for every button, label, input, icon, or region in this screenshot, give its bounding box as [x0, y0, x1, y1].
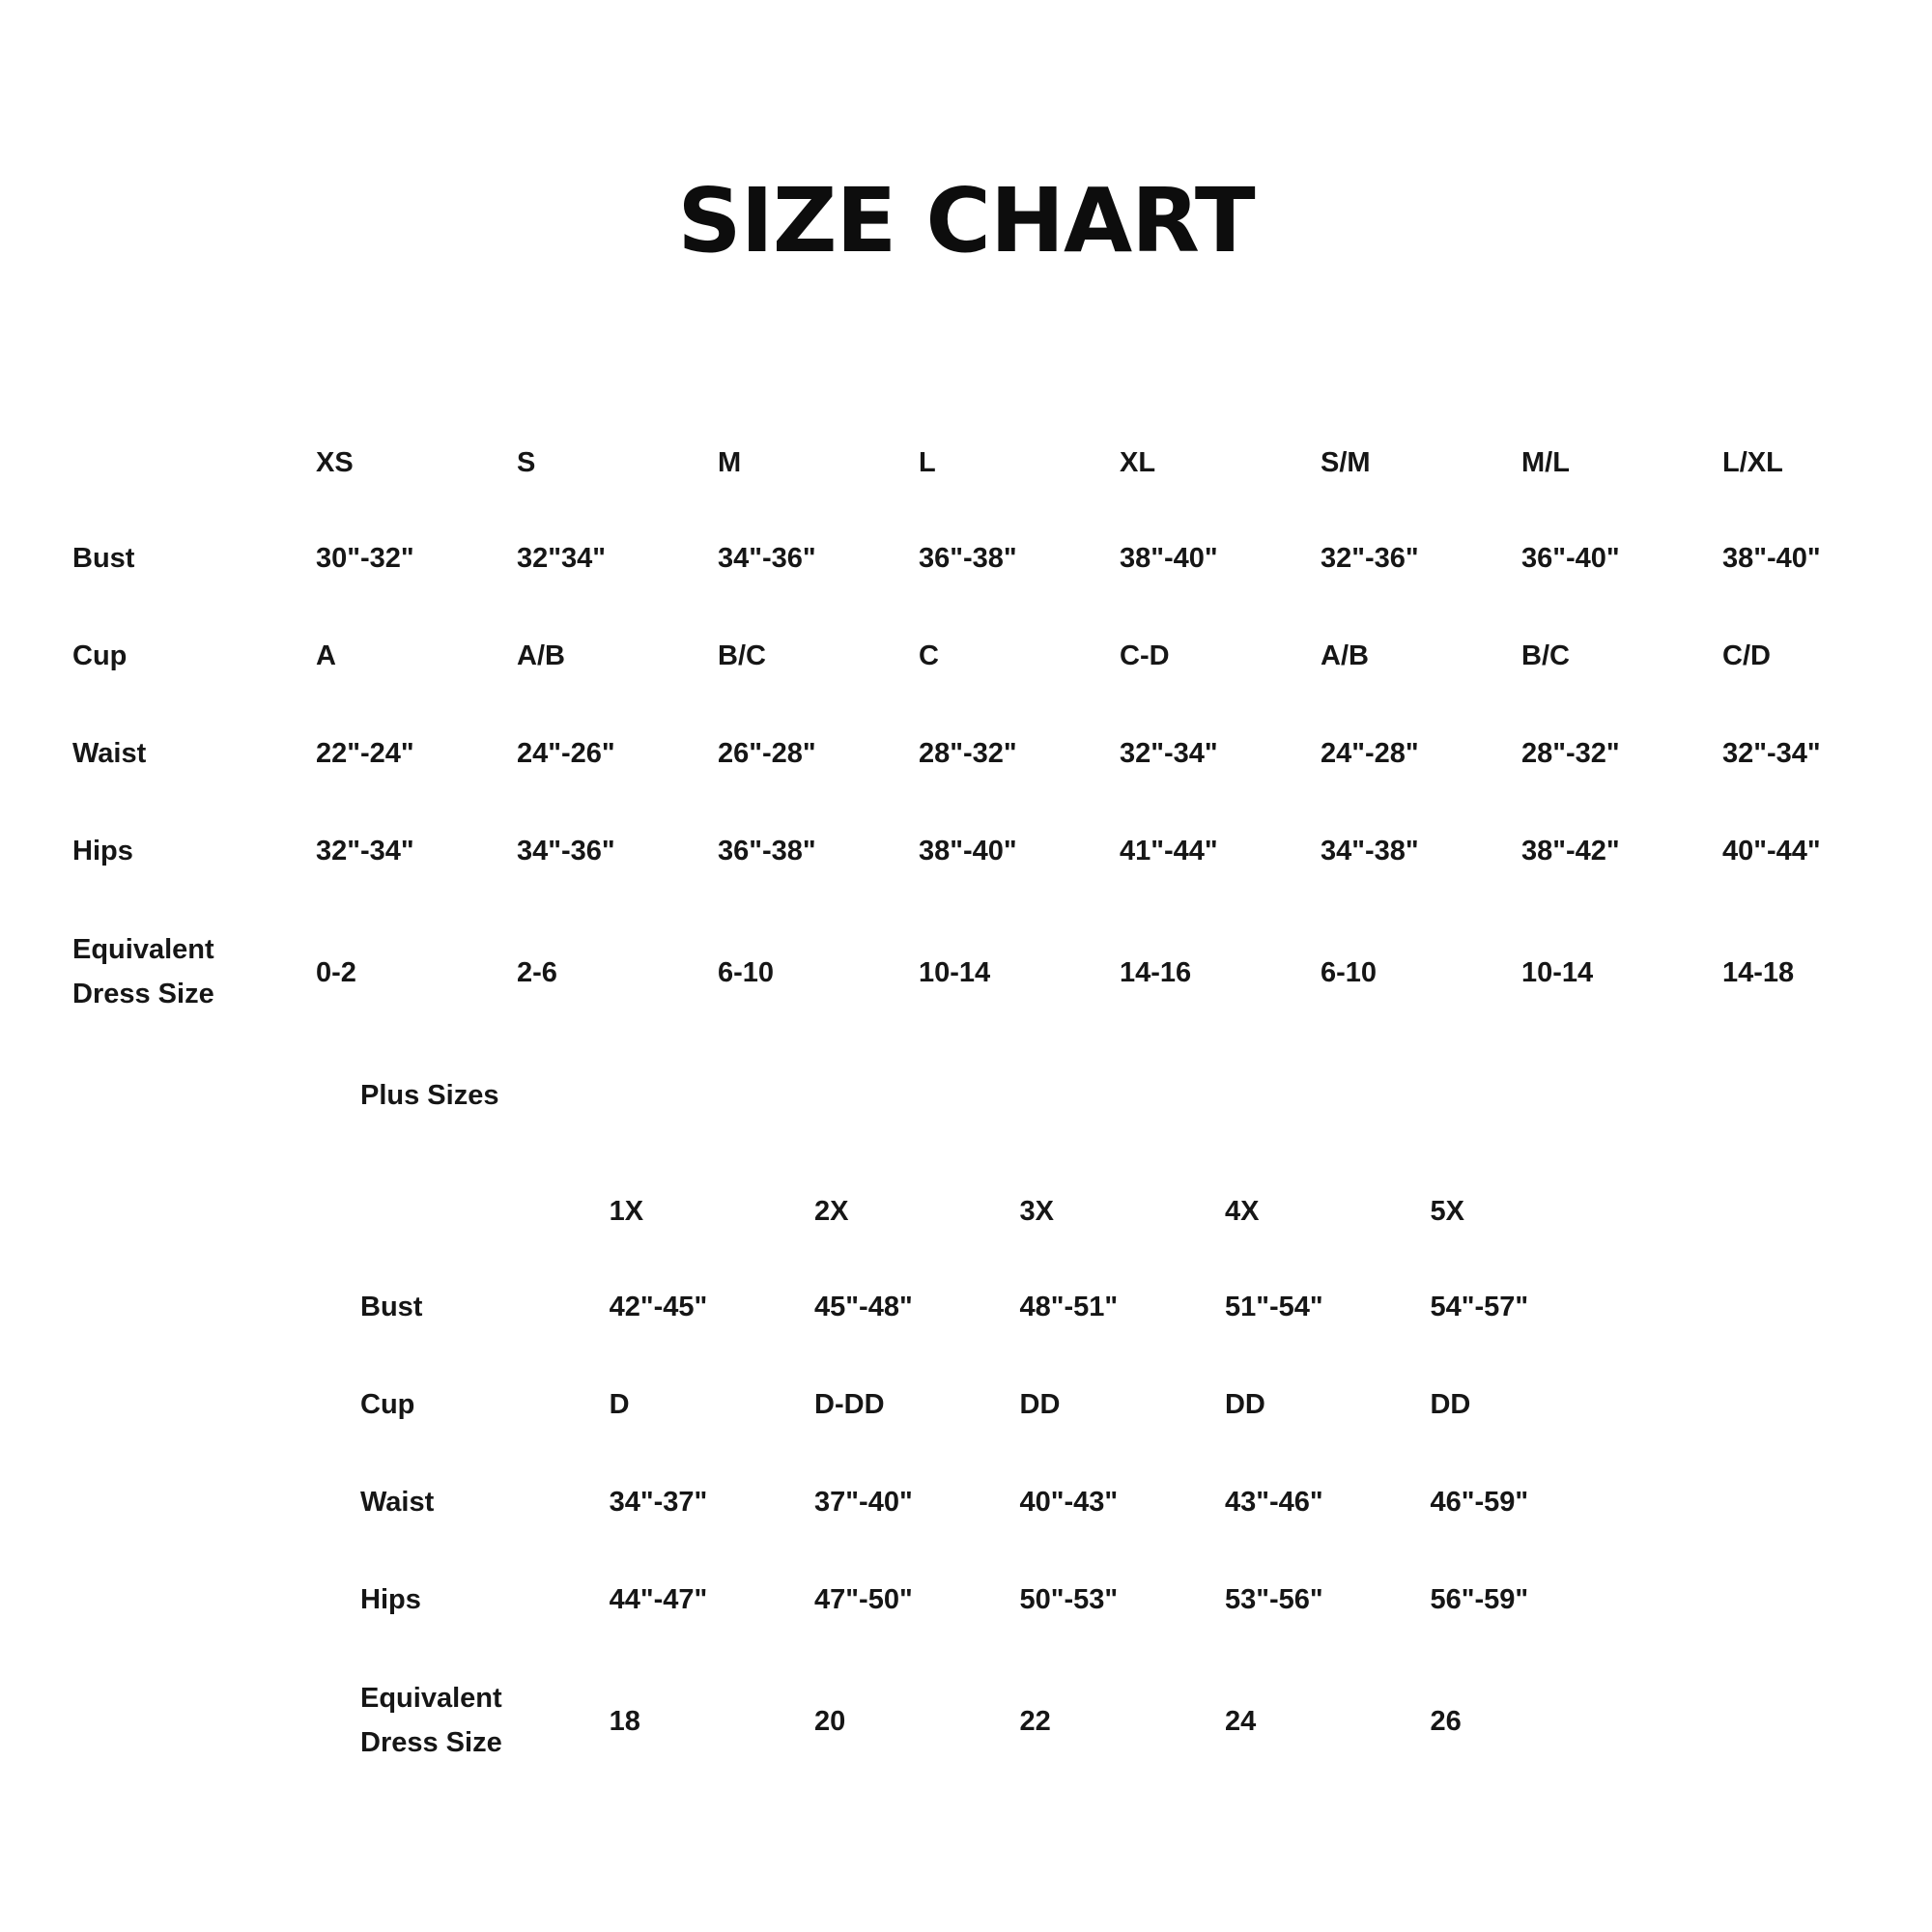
cell-dresssize-xl: 14-16 [1120, 956, 1192, 988]
cell-cup-s: A/B [517, 640, 565, 671]
cell-cup-m: B/C [718, 640, 766, 671]
cell-cup-l: C [919, 640, 939, 671]
plus-row-label-bust: Bust [360, 1292, 423, 1322]
cell-waist-xs: 22"-24" [316, 738, 414, 769]
plus-row-label-hips: Hips [360, 1584, 421, 1615]
row-label-hips: Hips [72, 836, 133, 867]
cell-dresssize-l: 10-14 [919, 956, 991, 988]
cell-bust-lxl: 38"-40" [1722, 543, 1821, 574]
page-title: SIZE CHART [677, 169, 1255, 272]
plus-cell-hips-5x: 56"-59" [1430, 1584, 1529, 1615]
row-label-cup: Cup [72, 640, 128, 671]
plus-column-header-4x: 4X [1224, 1195, 1260, 1227]
cell-hips-sm: 34"-38" [1321, 836, 1419, 867]
plus-column-header-5x: 5X [1430, 1195, 1464, 1227]
plus-cell-bust-2x: 45"-48" [814, 1292, 913, 1322]
table-row [360, 1649, 1635, 1794]
plus-cell-waist-3x: 40"-43" [1019, 1487, 1119, 1518]
column-header-ml: M/L [1521, 446, 1570, 478]
table-row [360, 1454, 1635, 1551]
cell-waist-l: 28"-32" [919, 738, 1017, 769]
table-row [72, 900, 1923, 1045]
plus-cell-hips-3x: 50"-53" [1019, 1584, 1119, 1615]
plus-cell-cup-4x: DD [1224, 1389, 1265, 1420]
plus-cell-waist-2x: 37"-40" [814, 1487, 913, 1518]
cell-cup-ml: B/C [1521, 640, 1570, 671]
column-header-xs: XS [316, 446, 354, 478]
plus-cell-cup-5x: DD [1430, 1389, 1471, 1420]
cell-cup-xs: A [316, 640, 336, 671]
column-header-sm: S/M [1321, 446, 1371, 478]
cell-hips-xl: 41"-44" [1120, 836, 1218, 867]
column-header-xl: XL [1120, 446, 1156, 478]
table-header-row [72, 415, 1923, 510]
plus-cell-cup-1x: D [609, 1389, 630, 1420]
plus-sizes-heading: Plus Sizes [360, 1080, 499, 1111]
plus-row-label-cup: Cup [360, 1389, 415, 1420]
column-header-l: L [919, 446, 936, 478]
table-row [360, 1551, 1635, 1649]
cell-hips-xs: 32"-34" [316, 836, 414, 867]
row-label-bust: Bust [72, 543, 135, 574]
cell-hips-s: 34"-36" [517, 836, 615, 867]
table-row [72, 803, 1923, 900]
plus-row-label-equivalent-dress-size [360, 1649, 610, 1794]
cell-bust-l: 36"-38" [919, 543, 1017, 574]
cell-hips-lxl: 40"-44" [1722, 836, 1821, 867]
plus-cell-bust-5x: 54"-57" [1430, 1292, 1529, 1322]
cell-cup-sm: A/B [1321, 640, 1369, 671]
plus-cell-bust-4x: 51"-54" [1224, 1292, 1323, 1322]
plus-table-header-row [360, 1164, 1635, 1259]
plus-cell-waist-5x: 46"-59" [1430, 1487, 1529, 1518]
cell-waist-ml: 28"-32" [1521, 738, 1620, 769]
plus-cell-bust-1x: 42"-45" [609, 1292, 708, 1322]
plus-cell-hips-2x: 47"-50" [814, 1584, 913, 1615]
table-row [360, 1356, 1635, 1454]
cell-waist-s: 24"-26" [517, 738, 615, 769]
row-label-line-1: Equivalent [72, 934, 214, 966]
plus-cell-dresssize-3x: 22 [1019, 1705, 1051, 1737]
cell-hips-l: 38"-40" [919, 836, 1017, 867]
plus-column-header-2x: 2X [814, 1195, 849, 1227]
cell-bust-m: 34"-36" [718, 543, 816, 574]
column-header-s: S [517, 446, 536, 478]
plus-column-header-1x: 1X [609, 1195, 644, 1227]
cell-waist-sm: 24"-28" [1321, 738, 1419, 769]
plus-cell-bust-3x: 48"-51" [1019, 1292, 1119, 1322]
cell-waist-m: 26"-28" [718, 738, 816, 769]
corner-cell [72, 415, 316, 510]
plus-cell-cup-3x: DD [1019, 1389, 1061, 1420]
cell-waist-xl: 32"-34" [1120, 738, 1218, 769]
plus-corner-cell [360, 1164, 610, 1259]
cell-dresssize-lxl: 14-18 [1722, 956, 1795, 988]
cell-bust-xs: 30"-32" [316, 543, 414, 574]
table-row [72, 510, 1923, 608]
cell-dresssize-sm: 6-10 [1321, 956, 1378, 988]
table-row [72, 608, 1923, 705]
plus-cell-cup-2x: D-DD [814, 1389, 885, 1420]
cell-dresssize-xs: 0-2 [316, 956, 356, 988]
cell-dresssize-s: 2-6 [517, 956, 557, 988]
table-row [360, 1259, 1635, 1356]
row-label-line-2: Dress Size [72, 979, 214, 1009]
cell-waist-lxl: 32"-34" [1722, 738, 1821, 769]
plus-cell-waist-1x: 34"-37" [609, 1487, 708, 1518]
plus-cell-hips-4x: 53"-56" [1224, 1584, 1323, 1615]
plus-cell-dresssize-4x: 24 [1224, 1705, 1257, 1737]
cell-bust-s: 32"34" [517, 543, 607, 574]
plus-cell-dresssize-1x: 18 [609, 1705, 640, 1737]
standard-size-table [72, 415, 1923, 1045]
plus-row-label-waist: Waist [360, 1487, 435, 1518]
plus-row-label-line-2: Dress Size [360, 1727, 502, 1758]
plus-cell-dresssize-5x: 26 [1430, 1705, 1462, 1737]
plus-cell-hips-1x: 44"-47" [609, 1584, 708, 1615]
plus-row-label-line-1: Equivalent [360, 1683, 502, 1715]
column-header-m: M [718, 446, 742, 478]
column-header-lxl: L/XL [1722, 446, 1783, 478]
cell-bust-ml: 36"-40" [1521, 543, 1620, 574]
cell-hips-ml: 38"-42" [1521, 836, 1620, 867]
plus-cell-waist-4x: 43"-46" [1224, 1487, 1323, 1518]
cell-dresssize-m: 6-10 [718, 956, 775, 988]
cell-dresssize-ml: 10-14 [1521, 956, 1594, 988]
cell-bust-xl: 38"-40" [1120, 543, 1218, 574]
cell-cup-lxl: C/D [1722, 640, 1771, 671]
plus-cell-dresssize-2x: 20 [814, 1705, 846, 1737]
table-row [72, 705, 1923, 803]
row-label-waist: Waist [72, 738, 147, 769]
row-label-equivalent-dress-size [72, 900, 316, 1045]
cell-hips-m: 36"-38" [718, 836, 816, 867]
plus-column-header-3x: 3X [1019, 1195, 1054, 1227]
cell-cup-xl: C-D [1120, 640, 1170, 671]
cell-bust-sm: 32"-36" [1321, 543, 1419, 574]
plus-size-table [360, 1164, 1635, 1794]
